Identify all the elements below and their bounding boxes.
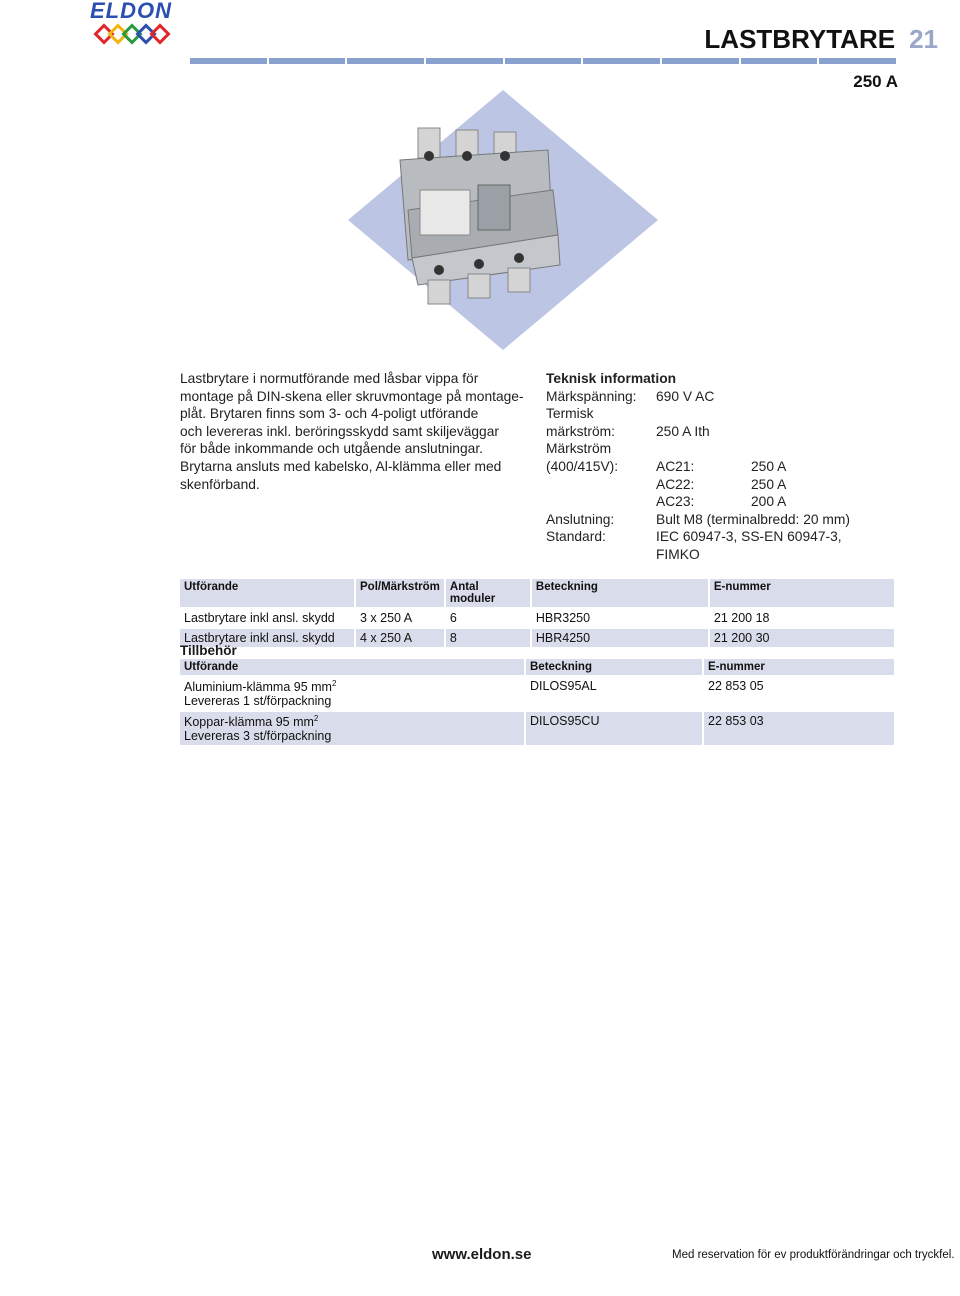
title-text: LASTBRYTARE: [704, 24, 896, 54]
table-cell: 22 853 03: [704, 712, 894, 745]
footer-disclaimer: Med reservation för ev produktförändringar och tryckfel.: [672, 1249, 955, 1261]
header-color-bar: [190, 58, 896, 64]
table-cell: DILOS95AL: [526, 677, 702, 710]
table-row: [180, 629, 894, 647]
description-line: Brytarna ansluts med kabelsko, Al-klämma eller med: [180, 458, 502, 474]
table-cell: Lastbrytare inkl ansl. skydd: [180, 609, 354, 627]
description-line: plåt. Brytaren finns som 3- och 4-poligt utförande: [180, 406, 479, 422]
tech-row: Anslutning: Bult M8 (terminalbredd: 20 mm): [546, 511, 850, 527]
accessory-note: Levereras 1 st/förpackning: [184, 694, 332, 709]
table-header-row: [180, 659, 894, 675]
column-header: Pol/Märkström: [356, 579, 444, 607]
footer-url[interactable]: www.eldon.se: [432, 1246, 532, 1263]
product-image: [348, 90, 658, 350]
rating-label: 250 A: [853, 72, 898, 91]
table-cell: HBR4250: [532, 629, 708, 647]
table-cell: DILOS95CU: [526, 712, 702, 745]
column-header: E-nummer: [710, 579, 894, 607]
tech-row: märkström: 250 A Ith: [546, 423, 710, 439]
technical-information: [546, 370, 926, 564]
table-cell: 4 x 250 A: [356, 629, 444, 647]
table-row: [180, 712, 894, 745]
table-cell: 22 853 05: [704, 677, 894, 710]
logo-wordmark: ELDON: [90, 0, 172, 23]
accessory-note: Levereras 3 st/förpackning: [184, 729, 332, 744]
table-cell: 21 200 18: [710, 609, 894, 627]
page-title: [704, 24, 938, 55]
description-line: och levereras inkl. beröringsskydd samt skiljeväggar: [180, 423, 499, 439]
description-line: montage på DIN-skena eller skruvmontage på montage-: [180, 388, 524, 404]
column-header: Beteckning: [532, 579, 708, 607]
tech-row: FIMKO: [656, 546, 700, 562]
table-header-row: [180, 579, 894, 607]
table-cell: Koppar-klämma 95 $mm^2$ Levereras 3 st/förpackning: [180, 712, 524, 745]
products-table: [178, 577, 896, 649]
accessories-label: Tillbehör: [180, 643, 237, 658]
table-cell: 3 x 250 A: [356, 609, 444, 627]
column-header: Beteckning: [526, 659, 702, 675]
column-header: Utförande: [180, 579, 354, 607]
description-line: skenförband.: [180, 476, 260, 492]
accessory-name: Aluminium-klämma 95 mm: [184, 680, 332, 695]
tech-title: Teknisk information: [546, 371, 677, 386]
tech-row: Termisk: [546, 406, 594, 422]
description-line: för både inkommande och utgående anslutningar.: [180, 441, 483, 457]
tech-row: Märkspänning: 690 V AC: [546, 388, 715, 404]
table-cell: 21 200 30: [710, 629, 894, 647]
table-row: [180, 609, 894, 627]
column-header: Utförande: [180, 659, 524, 675]
accessories-table: [178, 657, 896, 747]
page-number: 21: [909, 24, 938, 54]
table-cell: 8: [446, 629, 530, 647]
accessory-name: Koppar-klämma 95 mm: [184, 715, 314, 730]
eldon-logo: [90, 0, 180, 58]
tech-row: AC23: 200 A: [656, 494, 787, 510]
product-description: [180, 370, 535, 493]
table-cell: Aluminium-klämma 95 $mm^2$ Levereras 1 st/förpackning: [180, 677, 524, 710]
tech-row: (400/415V): AC21: 250 A: [546, 458, 787, 474]
table-cell: 6: [446, 609, 530, 627]
table-row: [180, 677, 894, 710]
column-header: E-nummer: [704, 659, 894, 675]
table-cell: Lastbrytare inkl ansl. skydd: [180, 629, 354, 647]
tech-row: AC22: 250 A: [656, 476, 787, 492]
tech-row: Standard: IEC 60947-3, SS-EN 60947-3,: [546, 529, 842, 545]
description-line: Lastbrytare i normutförande med låsbar vippa för: [180, 371, 479, 386]
column-header: Antal moduler: [446, 579, 530, 607]
table-cell: HBR3250: [532, 609, 708, 627]
tech-row: Märkström: [546, 441, 612, 457]
